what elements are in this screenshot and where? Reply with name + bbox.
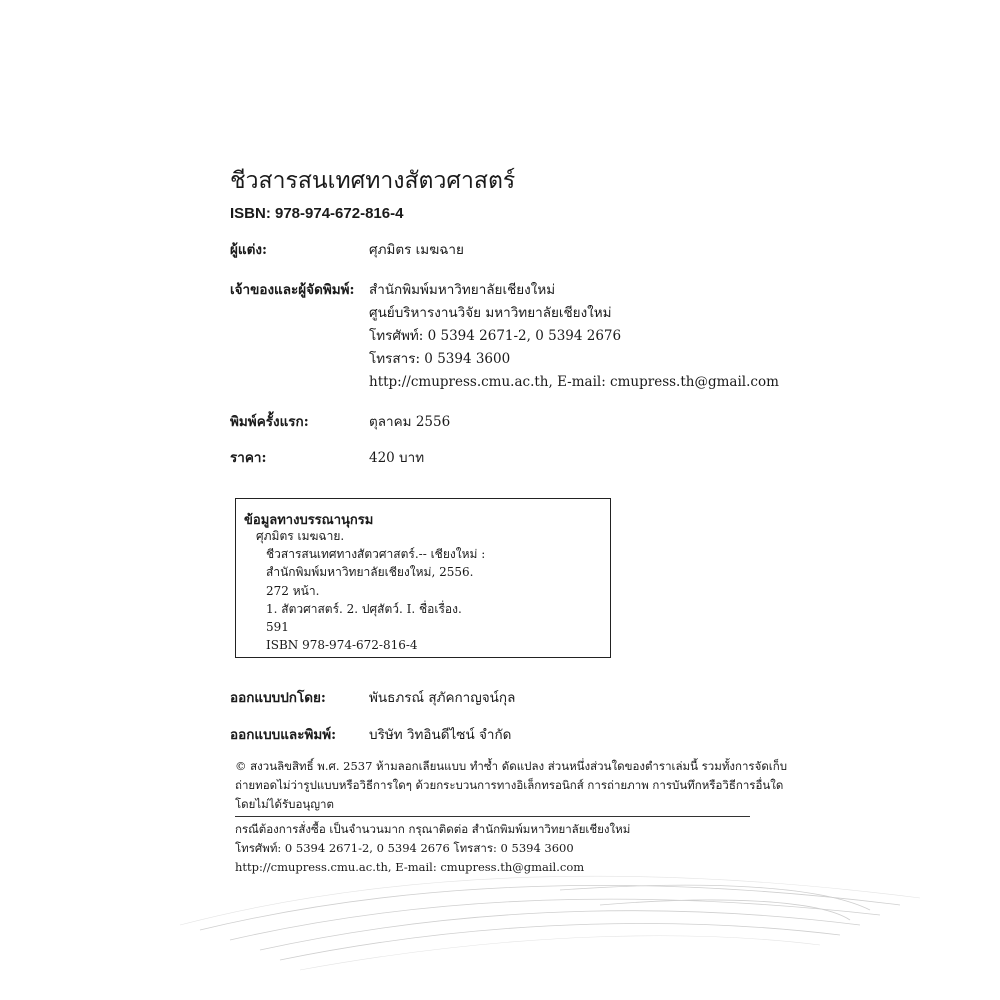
- first-print-label: พิมพ์ครั้งแรก:: [230, 414, 309, 430]
- printer-name: บริษัท วิทอินดีไซน์ จำกัด: [369, 727, 512, 743]
- isbn: ISBN: 978-974-672-816-4: [230, 205, 404, 222]
- cataloging-line: 272 หน้า.: [266, 583, 320, 598]
- cover-design-value: [369, 687, 515, 710]
- author-label: ผู้แต่ง:: [230, 242, 267, 258]
- design-print-label: ออกแบบและพิมพ์:: [230, 727, 337, 743]
- cover-design-label: ออกแบบปกโดย:: [230, 690, 326, 706]
- book-title: ชีวสารสนเทศทางสัตวศาสตร์: [230, 168, 516, 194]
- cataloging-line: ISBN 978-974-672-816-4: [266, 638, 418, 653]
- copyright-line: © สงวนลิขสิทธิ์ พ.ศ. 2537 ห้ามลอกเลียนแบบ ทำซ้ำ ดัดแปลง ส่วนหนึ่งส่วนใดของตำราเล่มนี้ รวมทั้งการจัดเก็บ: [235, 759, 788, 773]
- publisher-phone: โทรศัพท์: 0 5394 2671-2, 0 5394 2676: [369, 328, 622, 344]
- cataloging-line: 591: [266, 620, 289, 635]
- price-value: [369, 447, 424, 470]
- contact-web: http://cmupress.cmu.ac.th, E-mail: cmupress.th@gmail.com: [235, 860, 585, 874]
- author-value: [369, 239, 464, 262]
- copyright-notice: [235, 757, 788, 814]
- divider: [235, 816, 750, 817]
- publisher-label: เจ้าของและผู้จัดพิมพ์:: [230, 282, 355, 298]
- price-label: ราคา:: [230, 450, 267, 466]
- cover-designer: พันธภรณ์ สุภัคกาญจน์กุล: [369, 690, 516, 706]
- author-name: ศุภมิตร เมฆฉาย: [369, 242, 464, 258]
- price-amount: 420 บาท: [369, 450, 425, 466]
- copyright-line: ถ่ายทอดไม่ว่ารูปแบบหรือวิธีการใดๆ ด้วยกระบวนการทางอิเล็กทรอนิกส์ การถ่ายภาพ การบันทึกหรือวิธีการอื่นใด: [235, 778, 784, 792]
- design-print-value: [369, 724, 511, 747]
- cataloging-line: สำนักพิมพ์มหาวิทยาลัยเชียงใหม่, 2556.: [266, 565, 474, 580]
- cataloging-box: [235, 498, 611, 658]
- cataloging-line: ชีวสารสนเทศทางสัตวศาสตร์.-- เชียงใหม่ :: [266, 547, 486, 561]
- first-print-date: ตุลาคม 2556: [369, 414, 451, 430]
- cataloging-author: ศุภมิตร เมฆฉาย.: [256, 529, 345, 543]
- publisher-value: [369, 279, 779, 394]
- first-print-value: [369, 411, 450, 434]
- publisher-line: สำนักพิมพ์มหาวิทยาลัยเชียงใหม่: [369, 282, 556, 298]
- publisher-web: http://cmupress.cmu.ac.th, E-mail: cmupress.th@gmail.com: [369, 374, 779, 390]
- publisher-line: ศูนย์บริหารงานวิจัย มหาวิทยาลัยเชียงใหม่: [369, 305, 612, 321]
- cataloging-title: ข้อมูลทางบรรณานุกรม: [244, 513, 374, 528]
- cataloging-lines: [266, 545, 485, 655]
- contact-line: กรณีต้องการสั่งซื้อ เป็นจำนวนมาก กรุณาติดต่อ สำนักพิมพ์มหาวิทยาลัยเชียงใหม่: [235, 822, 631, 836]
- cataloging-line: 1. สัตวศาสตร์. 2. ปศุสัตว์. I. ชื่อเรื่อง.: [266, 601, 462, 616]
- order-contact: [235, 820, 630, 877]
- copyright-line: โดยไม่ได้รับอนุญาต: [235, 797, 334, 811]
- contact-phone: โทรศัพท์: 0 5394 2671-2, 0 5394 2676 โทรสาร: 0 5394 3600: [235, 841, 574, 855]
- publisher-fax: โทรสาร: 0 5394 3600: [369, 351, 511, 367]
